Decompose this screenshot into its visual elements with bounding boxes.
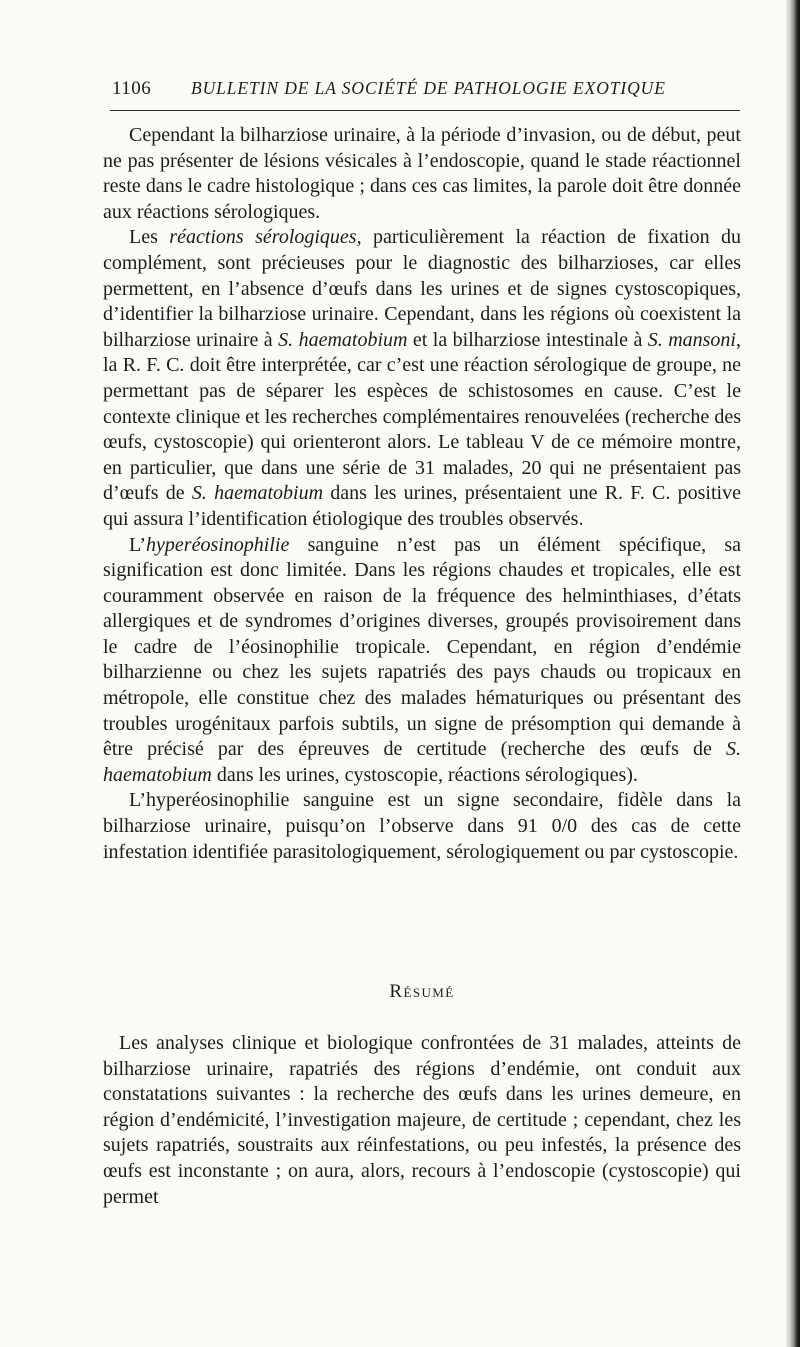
paragraph (103, 225, 741, 532)
text-run: Les analyses clinique et biologique confrontées de 31 malades, atteints de bilharziose urinaire, rapatriés des régions d’endémie, ont conduit aux constatations suivantes : la recherche des œufs dans les urines demeure, en région d’endémicité, l’investigation majeure, de certitude ; cependant, chez les sujets rapatriés, soustraits aux réinfestations, ou peu infestés, la présence des œufs est inconstante ; on aura, alors, recours à l’endoscopie (cystoscopie) qui permet (103, 1032, 741, 1208)
paragraph (103, 788, 741, 865)
paragraph (103, 533, 741, 789)
text-run: , la R. F. C. doit être interprétée, car c’est une réaction sérologique de groupe, ne permettant pas de séparer les espèces de schistosomes en cause. C’est le contexte clinique et les recherches complémentaires renouvelées (recherche des œufs, cystoscopie) qui orienteront alors. Le tableau V de ce mémoire montre, en particulier, que dans une série de 31 malades, 20 qui ne présentaient pas d’œufs de (103, 328, 741, 505)
italic-text: réactions sérologiques (169, 226, 357, 249)
page-header (112, 78, 738, 102)
text-run: L’hyperéosinophilie sanguine est un signe secondaire, fidèle dans la bilharziose urinaire, puisqu’on l’observe dans 91 0/0 des cas de cette infestation identifiée parasitologiquement, sérologiquement ou par cystoscopie. (103, 789, 741, 863)
scan-edge (786, 0, 800, 1347)
paragraph (103, 1031, 741, 1210)
text-run: L’ (129, 533, 147, 556)
paragraph (103, 123, 741, 225)
section-heading-resume: Résumé (389, 981, 455, 1002)
page-number: 1106 (112, 78, 152, 99)
body-text (103, 123, 741, 865)
italic-text: S. haematobium (278, 328, 408, 351)
running-title: BULLETIN DE LA SOCIÉTÉ DE PATHOLOGIE EXOTIQUE (191, 78, 666, 98)
header-rule (110, 110, 740, 111)
italic-text: S. mansoni (647, 328, 736, 351)
text-run: sanguine n’est pas un élément spécifique, sa signification est donc limitée. Dans les régions chaudes et tropicales, elle est couramment observée en raison de la fréquence des helminthiases, d’états allergiques et de syndromes d’origines diverses, groupés provisoirement dans le cadre de l’éosinophilie tropicale. Cependant, en région d’endémie bilharzienne ou chez les sujets rapatriés des pays chauds ou tropicaux en métropole, elle constitue chez des malades hématuriques ou présentant des troubles urogénitaux parfois subtils, un signe de présomption qui demande à être précisé par des épreuves de certitude (recherche des œufs de (103, 533, 741, 761)
italic-text: S. haematobium (191, 482, 324, 505)
text-run: et la bilharziose intestinale à (407, 328, 648, 351)
italic-text: hyperéosinophilie (146, 533, 290, 556)
italic-text: S. haematobium (103, 738, 741, 786)
text-run: Cependant la bilharziose urinaire, à la période d’invasion, ou de début, peut ne pas présenter de lésions vésicales à l’endoscopie, quand le stade réactionnel reste dans le cadre histologique ; dans ces cas limites, la parole doit être donnée aux réactions sérologiques. (103, 124, 741, 223)
text-run: dans les urines, présentaient une R. F. C. positive qui assura l’identification étiologique des troubles observés. (103, 482, 741, 530)
text-run: dans les urines, cystoscopie, réactions sérologiques). (211, 763, 638, 786)
resume-text (103, 1031, 741, 1210)
text-run: Les (129, 226, 170, 249)
text-run: , particulièrement la réaction de fixation du complément, sont précieuses pour le diagnostic des bilharzioses, car elles permettent, en l’absence d’œufs dans les urines et de signes cystoscopiques, d’identifier la bilharziose urinaire. Cependant, dans les régions où coexistent la bilharziose urinaire à (103, 226, 741, 351)
